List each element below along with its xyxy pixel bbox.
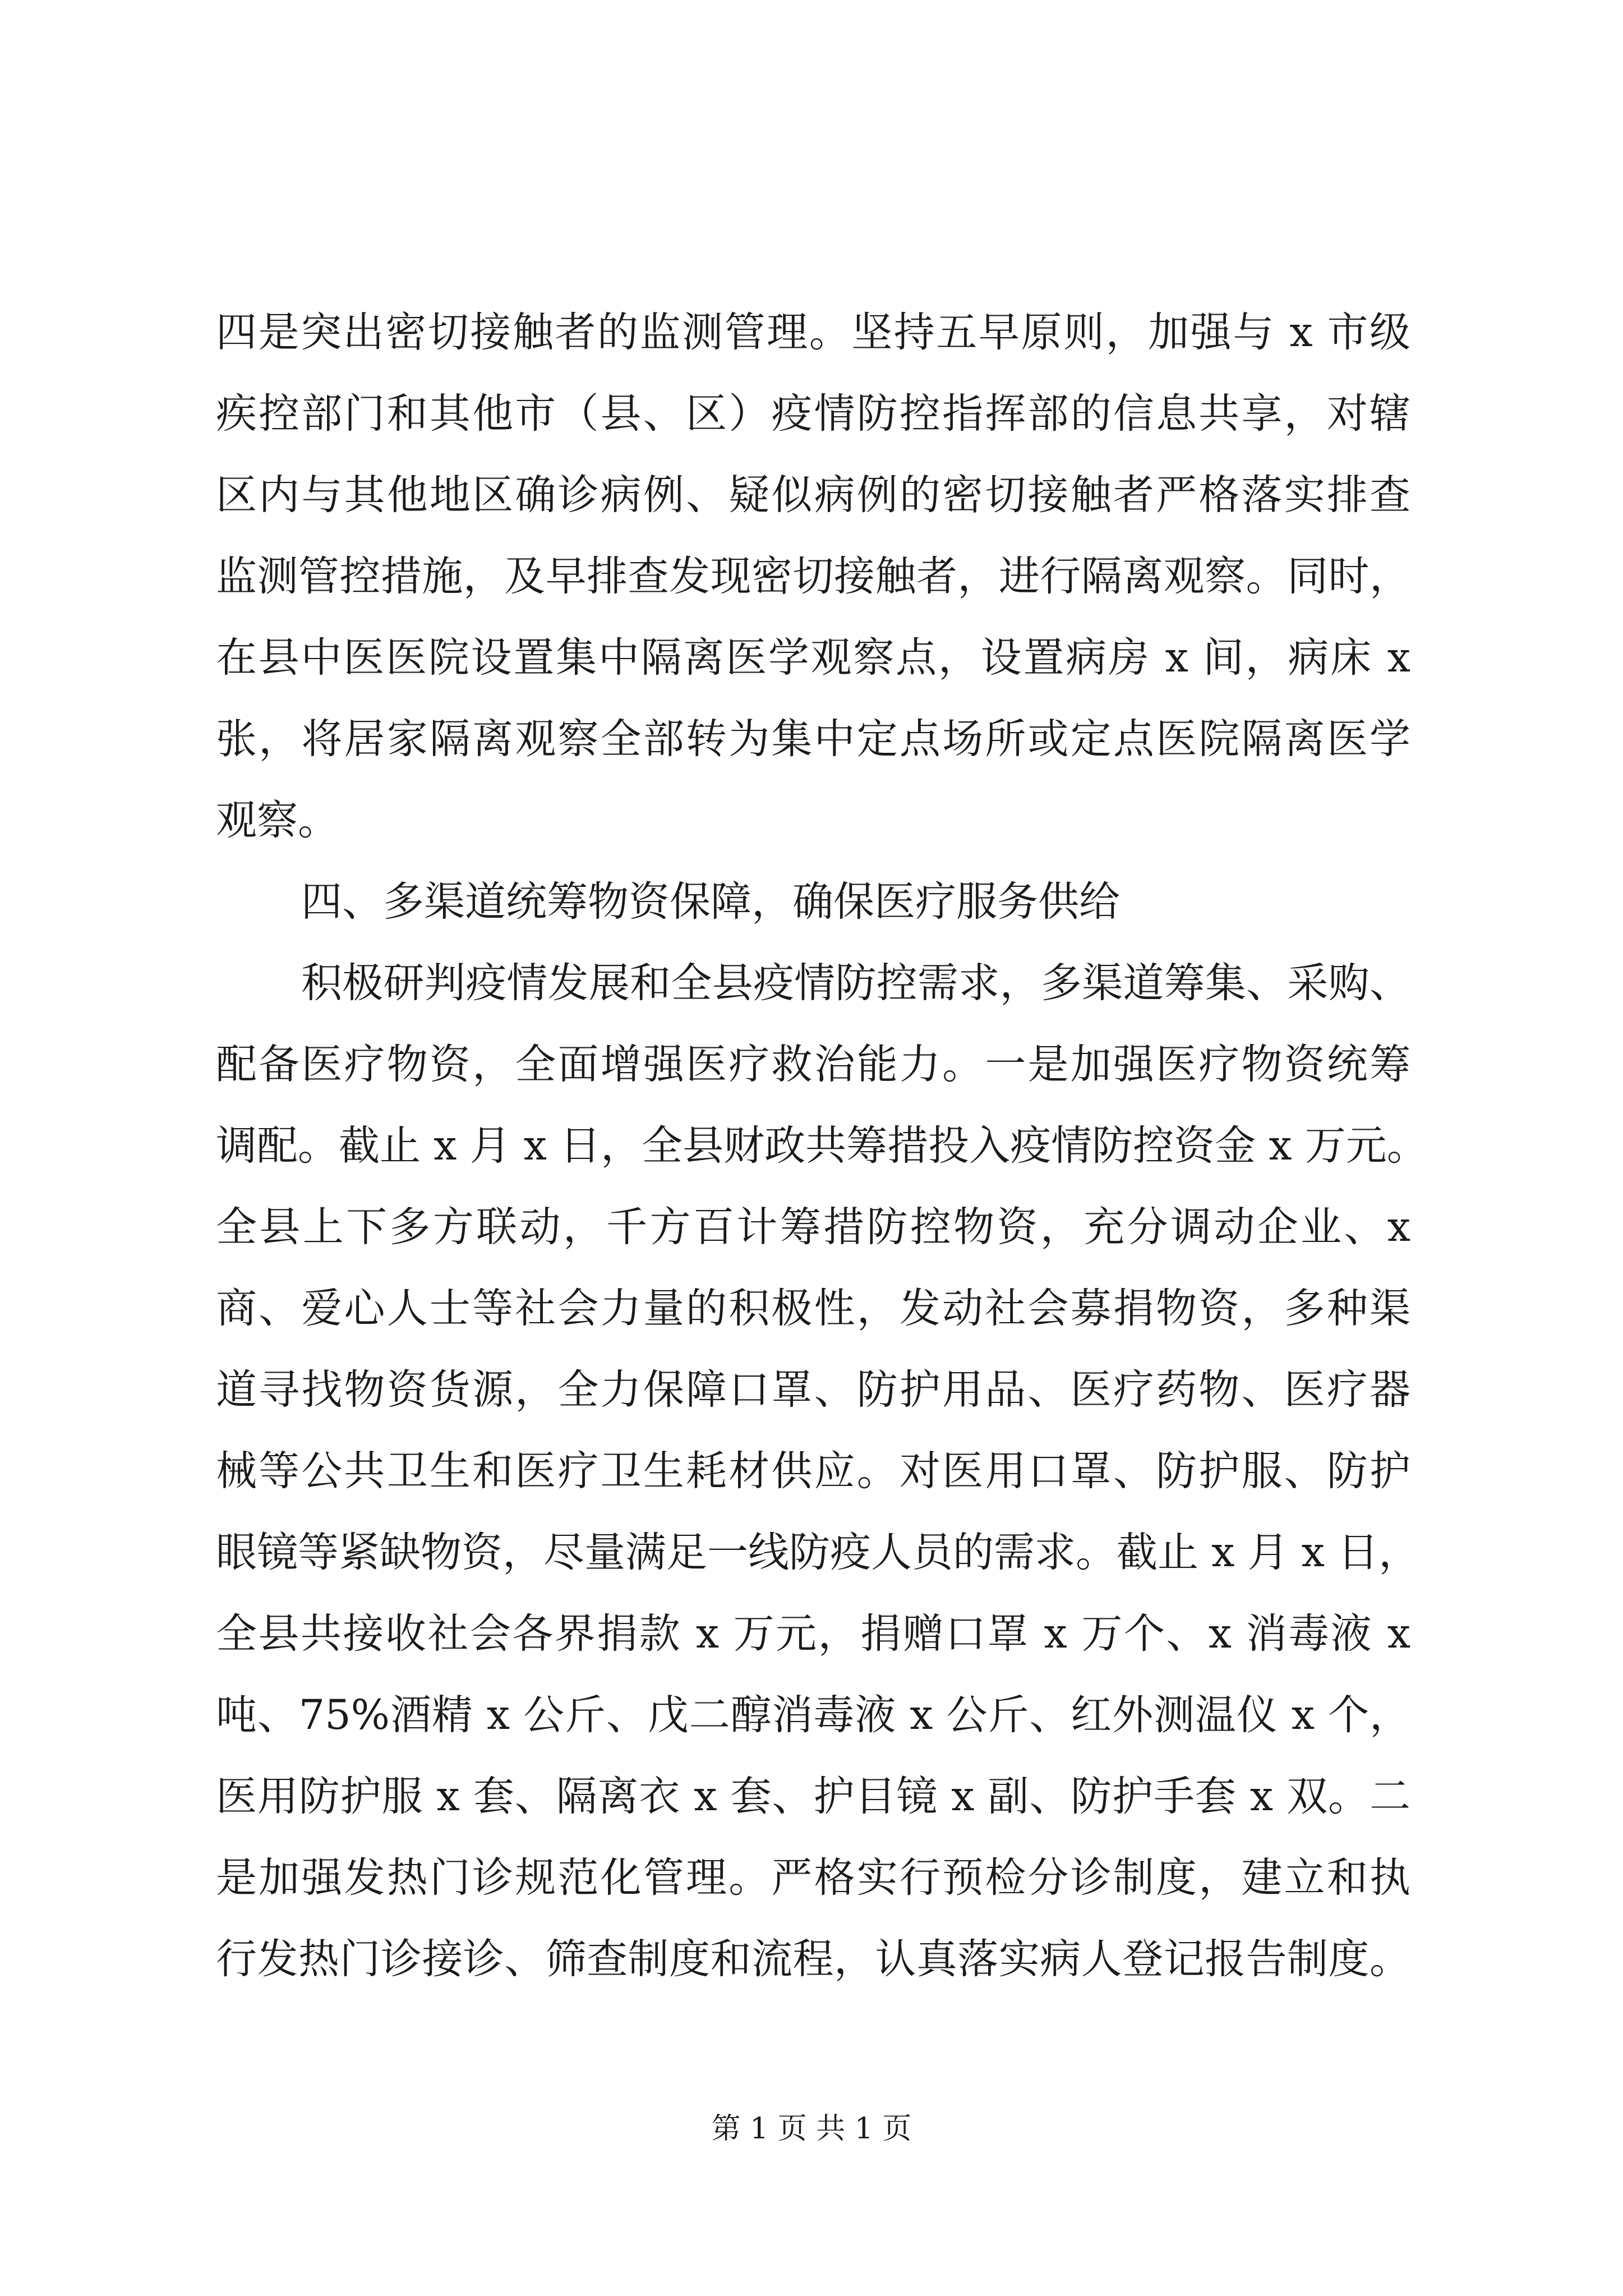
paragraph-line: 配备医疗物资，全面增强医疗救治能力。一是加强医疗物资统筹 [216, 1041, 1410, 1088]
paragraph-line: 道寻找物资货源，全力保障口罩、防护用品、医疗药物、医疗器 [216, 1366, 1410, 1414]
paragraph-line: 全县上下多方联动，千方百计筹措防控物资，充分调动企业、x [216, 1203, 1410, 1251]
paragraph-line: 四是突出密切接触者的监测管理。坚持五早原则，加强与 x 市级 [216, 309, 1410, 356]
paragraph-line: 吨、75%酒精 x 公斤、戊二醇消毒液 x 公斤、红外测温仪 x 个， [216, 1691, 1410, 1739]
paragraph-line: 调配。截止 x 月 x 日，全县财政共筹措投入疫情防控资金 x 万元。 [216, 1122, 1428, 1170]
paragraph-line: 械等公共卫生和医疗卫生耗材供应。对医用口罩、防护服、防护 [216, 1447, 1410, 1495]
document-body [216, 292, 1428, 2000]
paragraph-line: 商、爱心人士等社会力量的积极性，发动社会募捐物资，多种渠 [216, 1285, 1410, 1332]
paragraph-line: 区内与其他地区确诊病例、疑似病例的密切接触者严格落实排查 [216, 471, 1410, 519]
paragraph-line: 监测管控措施，及早排查发现密切接触者，进行隔离观察。同时， [216, 553, 1410, 600]
paragraph-line: 在县中医医院设置集中隔离医学观察点，设置病房 x 间，病床 x [216, 634, 1410, 682]
section-heading: 四、多渠道统筹物资保障，确保医疗服务供给 [301, 878, 1120, 926]
paragraph-line: 疾控部门和其他市（县、区）疫情防控指挥部的信息共享，对辖 [216, 390, 1410, 438]
page-footer: 第 1 页 共 1 页 [711, 2112, 912, 2146]
paragraph-line: 观察。 [216, 797, 339, 844]
paragraph-line: 是加强发热门诊规范化管理。严格实行预检分诊制度，建立和执 [216, 1854, 1410, 1902]
paragraph-line: 张，将居家隔离观察全部转为集中定点场所或定点医院隔离医学 [216, 715, 1410, 763]
paragraph-line: 全县共接收社会各界捐款 x 万元，捐赠口罩 x 万个、x 消毒液 x [216, 1610, 1410, 1658]
paragraph-line: 眼镜等紧缺物资，尽量满足一线防疫人员的需求。截止 x 月 x 日， [216, 1529, 1420, 1576]
paragraph-line: 医用防护服 x 套、隔离衣 x 套、护目镜 x 副、防护手套 x 双。二 [216, 1773, 1410, 1820]
paragraph-line: 积极研判疫情发展和全县疫情防控需求，多渠道筹集、采购、 [301, 959, 1410, 1007]
paragraph-line: 行发热门诊接诊、筛查制度和流程，认真落实病人登记报告制度。 [216, 1935, 1410, 1983]
